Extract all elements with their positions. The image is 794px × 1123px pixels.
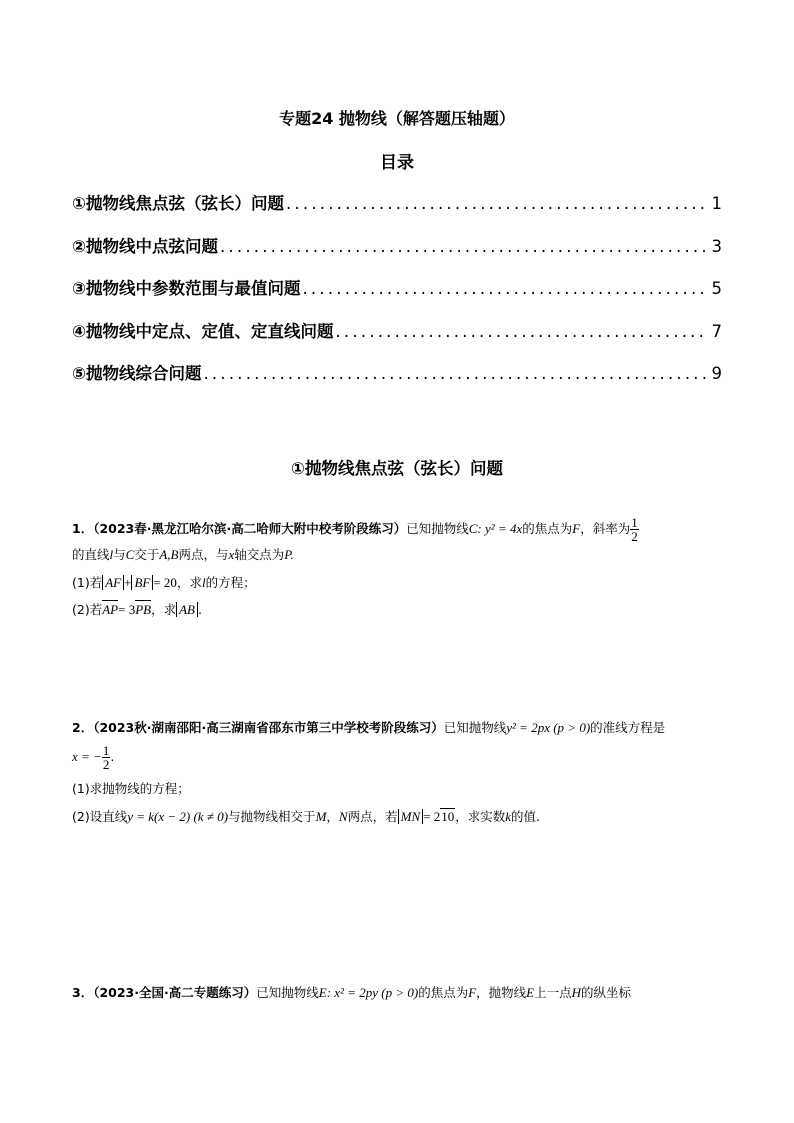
fraction-numerator: 1: [631, 515, 638, 530]
question-text: 与: [113, 547, 126, 562]
math-op: +: [124, 574, 132, 590]
question-source: （2023·全国·高二专题练习）: [93, 985, 257, 1000]
question-source: （2023秋·湖南邵阳·高三湖南省邵东市第三中学校考阶段练习）: [93, 720, 444, 735]
question-text: .: [110, 748, 115, 764]
math-var: C: [125, 547, 135, 562]
math-var: M: [315, 808, 327, 824]
math-curve: C: y² = 4x: [468, 521, 523, 536]
question-stem-line: [72, 516, 722, 543]
toc-leader-dots: [286, 194, 708, 213]
question-part-1: (1)求抛物线的方程；: [72, 780, 190, 796]
question-text: 已知抛物线: [443, 720, 507, 735]
math-abs: AF: [102, 575, 124, 590]
question-text: (2)若: [72, 602, 103, 618]
question-number: 3．: [72, 985, 94, 1000]
question-text: ，抛物线: [476, 985, 527, 1000]
math-var: F: [468, 985, 477, 1000]
math-sqrt: 10: [441, 808, 455, 824]
question-part-2: [72, 602, 722, 618]
math-curve: E: x² = 2py (p > 0): [318, 985, 419, 1000]
question-text: 的直线: [72, 547, 110, 562]
math-var: N: [338, 808, 348, 824]
question-stem-line: [72, 985, 722, 1001]
question-text: ，: [326, 808, 339, 824]
toc-item-page: 9: [711, 364, 722, 383]
toc-leader-dots: [203, 364, 707, 383]
math-expr: y = k(x − 2) (k ≠ 0): [127, 808, 229, 824]
math-op: = 20: [153, 574, 177, 590]
question-text: 的准线方程是: [590, 720, 666, 735]
math-expr: x = −: [72, 748, 102, 764]
toc-heading: 目录: [380, 153, 414, 173]
toc-leader-dots: [220, 237, 708, 256]
toc-item-label: ①抛物线焦点弦（弦长）问题: [72, 194, 284, 213]
section-heading: ①抛物线焦点弦（弦长）问题: [291, 459, 503, 478]
toc-item-label: ③抛物线中参数范围与最值问题: [72, 279, 301, 298]
toc-item-page: 3: [711, 236, 722, 256]
math-var: l: [201, 574, 206, 590]
question-text: ，求实数: [455, 808, 506, 824]
question-2: [72, 720, 722, 824]
table-of-contents: [72, 190, 722, 403]
math-var: H: [571, 985, 582, 1000]
question-text: 交于: [134, 547, 160, 562]
math-focus: F: [572, 521, 581, 536]
fraction-numerator: 1: [102, 742, 110, 758]
math-vector: PB: [135, 602, 152, 618]
question-stem-line: [72, 547, 722, 563]
question-3: [72, 985, 722, 1001]
question-part-2: [72, 808, 722, 825]
toc-item-page: 1: [711, 194, 722, 213]
question-text: 的方程；: [205, 574, 256, 590]
question-text: ，求: [176, 574, 202, 590]
question-text: 的纵坐标: [581, 985, 632, 1000]
math-abs: AB: [176, 602, 198, 617]
question-part-1: [72, 575, 722, 591]
question-text: 轴交点为: [234, 547, 285, 562]
question-number: 1．: [72, 521, 94, 536]
math-var: k: [505, 808, 511, 824]
toc-leader-dots: [302, 279, 707, 298]
question-text: 已知抛物线: [256, 985, 319, 1000]
question-text: 的焦点为: [418, 985, 469, 1000]
math-vector: AP: [102, 602, 119, 618]
toc-leader-dots: [335, 322, 707, 341]
toc-item-page: 7: [711, 321, 722, 341]
question-text: (2)设直线: [72, 808, 128, 824]
question-text: 已知抛物线: [406, 521, 469, 536]
question-text: 两点，与: [178, 547, 229, 562]
toc-item-label: ④抛物线中定点、定值、定直线问题: [72, 321, 334, 341]
question-text: ，求: [151, 602, 177, 618]
fraction-denominator: 2: [631, 529, 638, 544]
math-var: l: [109, 547, 114, 562]
page-title: 专题24 抛物线（解答题压轴题）: [279, 109, 515, 128]
math-curve: y² = 2px (p > 0): [506, 720, 591, 735]
question-text: 与抛物线相交于: [228, 808, 316, 824]
math-op: = 2: [423, 808, 441, 824]
toc-item-label: ②抛物线中点弦问题: [72, 236, 218, 256]
question-stem-line: [72, 720, 722, 736]
math-var: P.: [284, 547, 294, 562]
math-abs: BF: [131, 575, 153, 590]
math-var: A,B: [159, 547, 179, 562]
math-op: = 3: [118, 602, 136, 618]
question-text: 两点，若: [347, 808, 398, 824]
toc-item[interactable]: [72, 233, 722, 276]
question-number: 2．: [72, 720, 94, 735]
question-source: （2023春·黑龙江哈尔滨·高二哈师大附中校考阶段练习）: [93, 521, 407, 536]
question-text: (1)若: [72, 574, 103, 590]
toc-item-page: 5: [711, 279, 722, 298]
question-text: 的焦点为: [522, 521, 573, 536]
question-text: 上一点: [534, 985, 572, 1000]
toc-item[interactable]: [72, 318, 722, 361]
math-abs: MN: [398, 809, 424, 824]
toc-item[interactable]: [72, 190, 722, 233]
toc-item-label: ⑤抛物线综合问题: [72, 364, 202, 383]
math-fraction: [630, 516, 639, 543]
question-text: ，斜率为: [580, 521, 631, 536]
toc-item[interactable]: [72, 360, 722, 403]
question-stem-line: [72, 744, 722, 771]
math-var: E: [526, 985, 535, 1000]
toc-item[interactable]: [72, 275, 722, 318]
math-var: x: [228, 547, 235, 562]
fraction-denominator: 2: [102, 756, 110, 772]
question-1: [72, 516, 722, 618]
question-text: .: [198, 602, 202, 618]
question-text: 的值.: [511, 808, 540, 824]
